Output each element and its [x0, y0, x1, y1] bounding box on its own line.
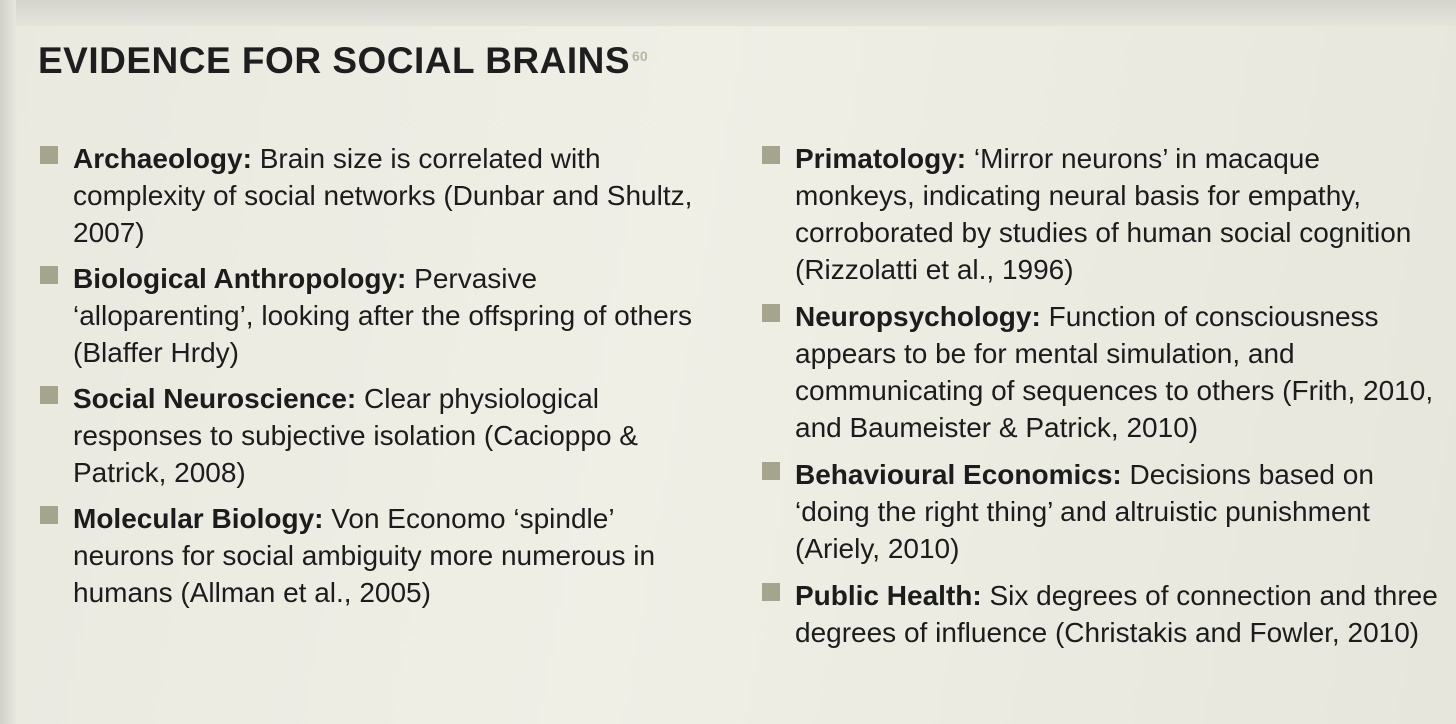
- list-item: [762, 298, 1442, 446]
- slide-title: [38, 40, 646, 82]
- square-bullet-icon: [762, 304, 780, 322]
- item-text: Decisions based on ‘doing the right thing’ and altruistic punishment (Ariely, 2010): [795, 459, 1374, 564]
- list-item: [762, 456, 1442, 567]
- square-bullet-icon: [762, 462, 780, 480]
- item-heading: Primatology:: [795, 143, 967, 174]
- square-bullet-icon: [40, 386, 58, 404]
- list-item: [40, 500, 720, 611]
- item-text: Clear physiological responses to subjective isolation (Cacioppo & Patrick, 2008): [73, 383, 638, 488]
- list-item: [40, 140, 720, 251]
- item-heading: Neuropsychology:: [795, 301, 1041, 332]
- item-heading: Molecular Biology:: [73, 503, 324, 534]
- square-bullet-icon: [40, 506, 58, 524]
- square-bullet-icon: [40, 266, 58, 284]
- top-edge: [0, 0, 1456, 26]
- square-bullet-icon: [40, 146, 58, 164]
- title-footnote: 60: [632, 48, 648, 64]
- item-heading: Archaeology:: [73, 143, 252, 174]
- left-edge: [0, 0, 16, 724]
- item-heading: Behavioural Economics:: [795, 459, 1122, 490]
- list-item: [762, 140, 1442, 288]
- item-text: Six degrees of connection and three degrees of influence (Christakis and Fowler, 2010): [795, 580, 1438, 648]
- item-text: ‘Mirror neurons’ in macaque monkeys, indicating neural basis for empathy, corroborated by studies of human social cognition (Rizzolatti et al., 1996): [795, 143, 1412, 285]
- list-item: [40, 380, 720, 491]
- list-item: [40, 260, 720, 371]
- list-item: [762, 577, 1442, 651]
- item-heading: Public Health:: [795, 580, 982, 611]
- square-bullet-icon: [762, 146, 780, 164]
- left-column: [40, 140, 720, 620]
- item-text: Von Economo ‘spindle’ neurons for social ambiguity more numerous in humans (Allman et al., 2005): [73, 503, 656, 608]
- right-column: [762, 140, 1442, 661]
- item-text: Function of consciousness appears to be for mental simulation, and communicating of sequences to others (Frith, 2010, and Baumeister & Patrick, 2010): [795, 301, 1434, 443]
- item-text: Pervasive ‘alloparenting’, looking after the offspring of others (Blaffer Hrdy): [73, 263, 692, 368]
- item-heading: Biological Anthropology:: [73, 263, 407, 294]
- item-heading: Social Neuroscience:: [73, 383, 357, 414]
- item-text: Brain size is correlated with complexity of social networks (Dunbar and Shultz, 2007): [73, 143, 693, 248]
- title-text: EVIDENCE FOR SOCIAL BRAINS: [38, 40, 631, 81]
- square-bullet-icon: [762, 583, 780, 601]
